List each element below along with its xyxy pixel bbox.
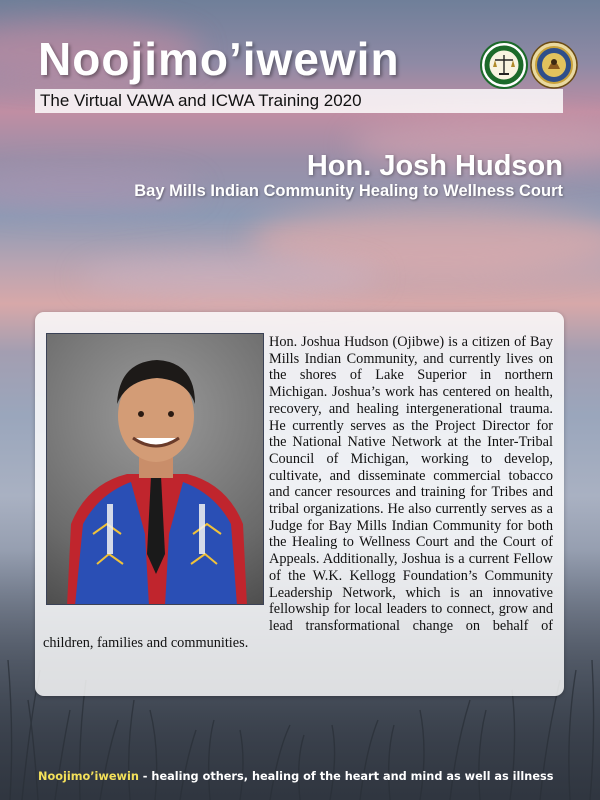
bio-card <box>35 312 564 696</box>
footer-tagline-lead: Noojimo’iwewin <box>38 770 139 783</box>
cloud-decoration <box>80 255 380 300</box>
page-title: Noojimo’iwewin <box>38 33 400 85</box>
speaker-name: Hon. Josh Hudson <box>306 150 563 182</box>
footer-tagline <box>38 770 553 783</box>
page-subtitle: The Virtual VAWA and ICWA Training 2020 <box>40 91 362 110</box>
photo-spacer <box>43 334 269 627</box>
footer-tagline-text: - healing others, healing of the heart and mind as well as illness <box>138 770 554 783</box>
bay-mills-tribal-court-seal-icon <box>480 41 528 89</box>
bio-text-container <box>43 334 553 651</box>
speaker-organization: Bay Mills Indian Community Healing to Wellness Court <box>134 182 563 200</box>
tribal-court-seal-icon <box>530 41 578 89</box>
speaker-bio: Hon. Joshua Hudson (Ojibwe) is a citizen of Bay Mills Indian Community, and currently lives on the shores of Lake Superior in northern Michigan. Joshua’s work has centered on health, recovery, and healing intergenerational trauma. He currently serves as the Project Director for the National Native Network at the Inter-Tribal Council of Michigan, working to develop, cultivate, and disseminate commercial tobacco and cancer resources and training for Tribes and tribal organizations. He also currently serves as a Judge for Bay Mills Indian Community for both the Healing to Wellness Court and the Court of Appeals. Additionally, Joshua is a current Fellow of the W.K. Kellogg Foundation’s Community Leadership Network, which is an innovative fellowship for local leaders to connect, grow and lead transformational change on behalf of children, families and communities. <box>43 334 553 651</box>
